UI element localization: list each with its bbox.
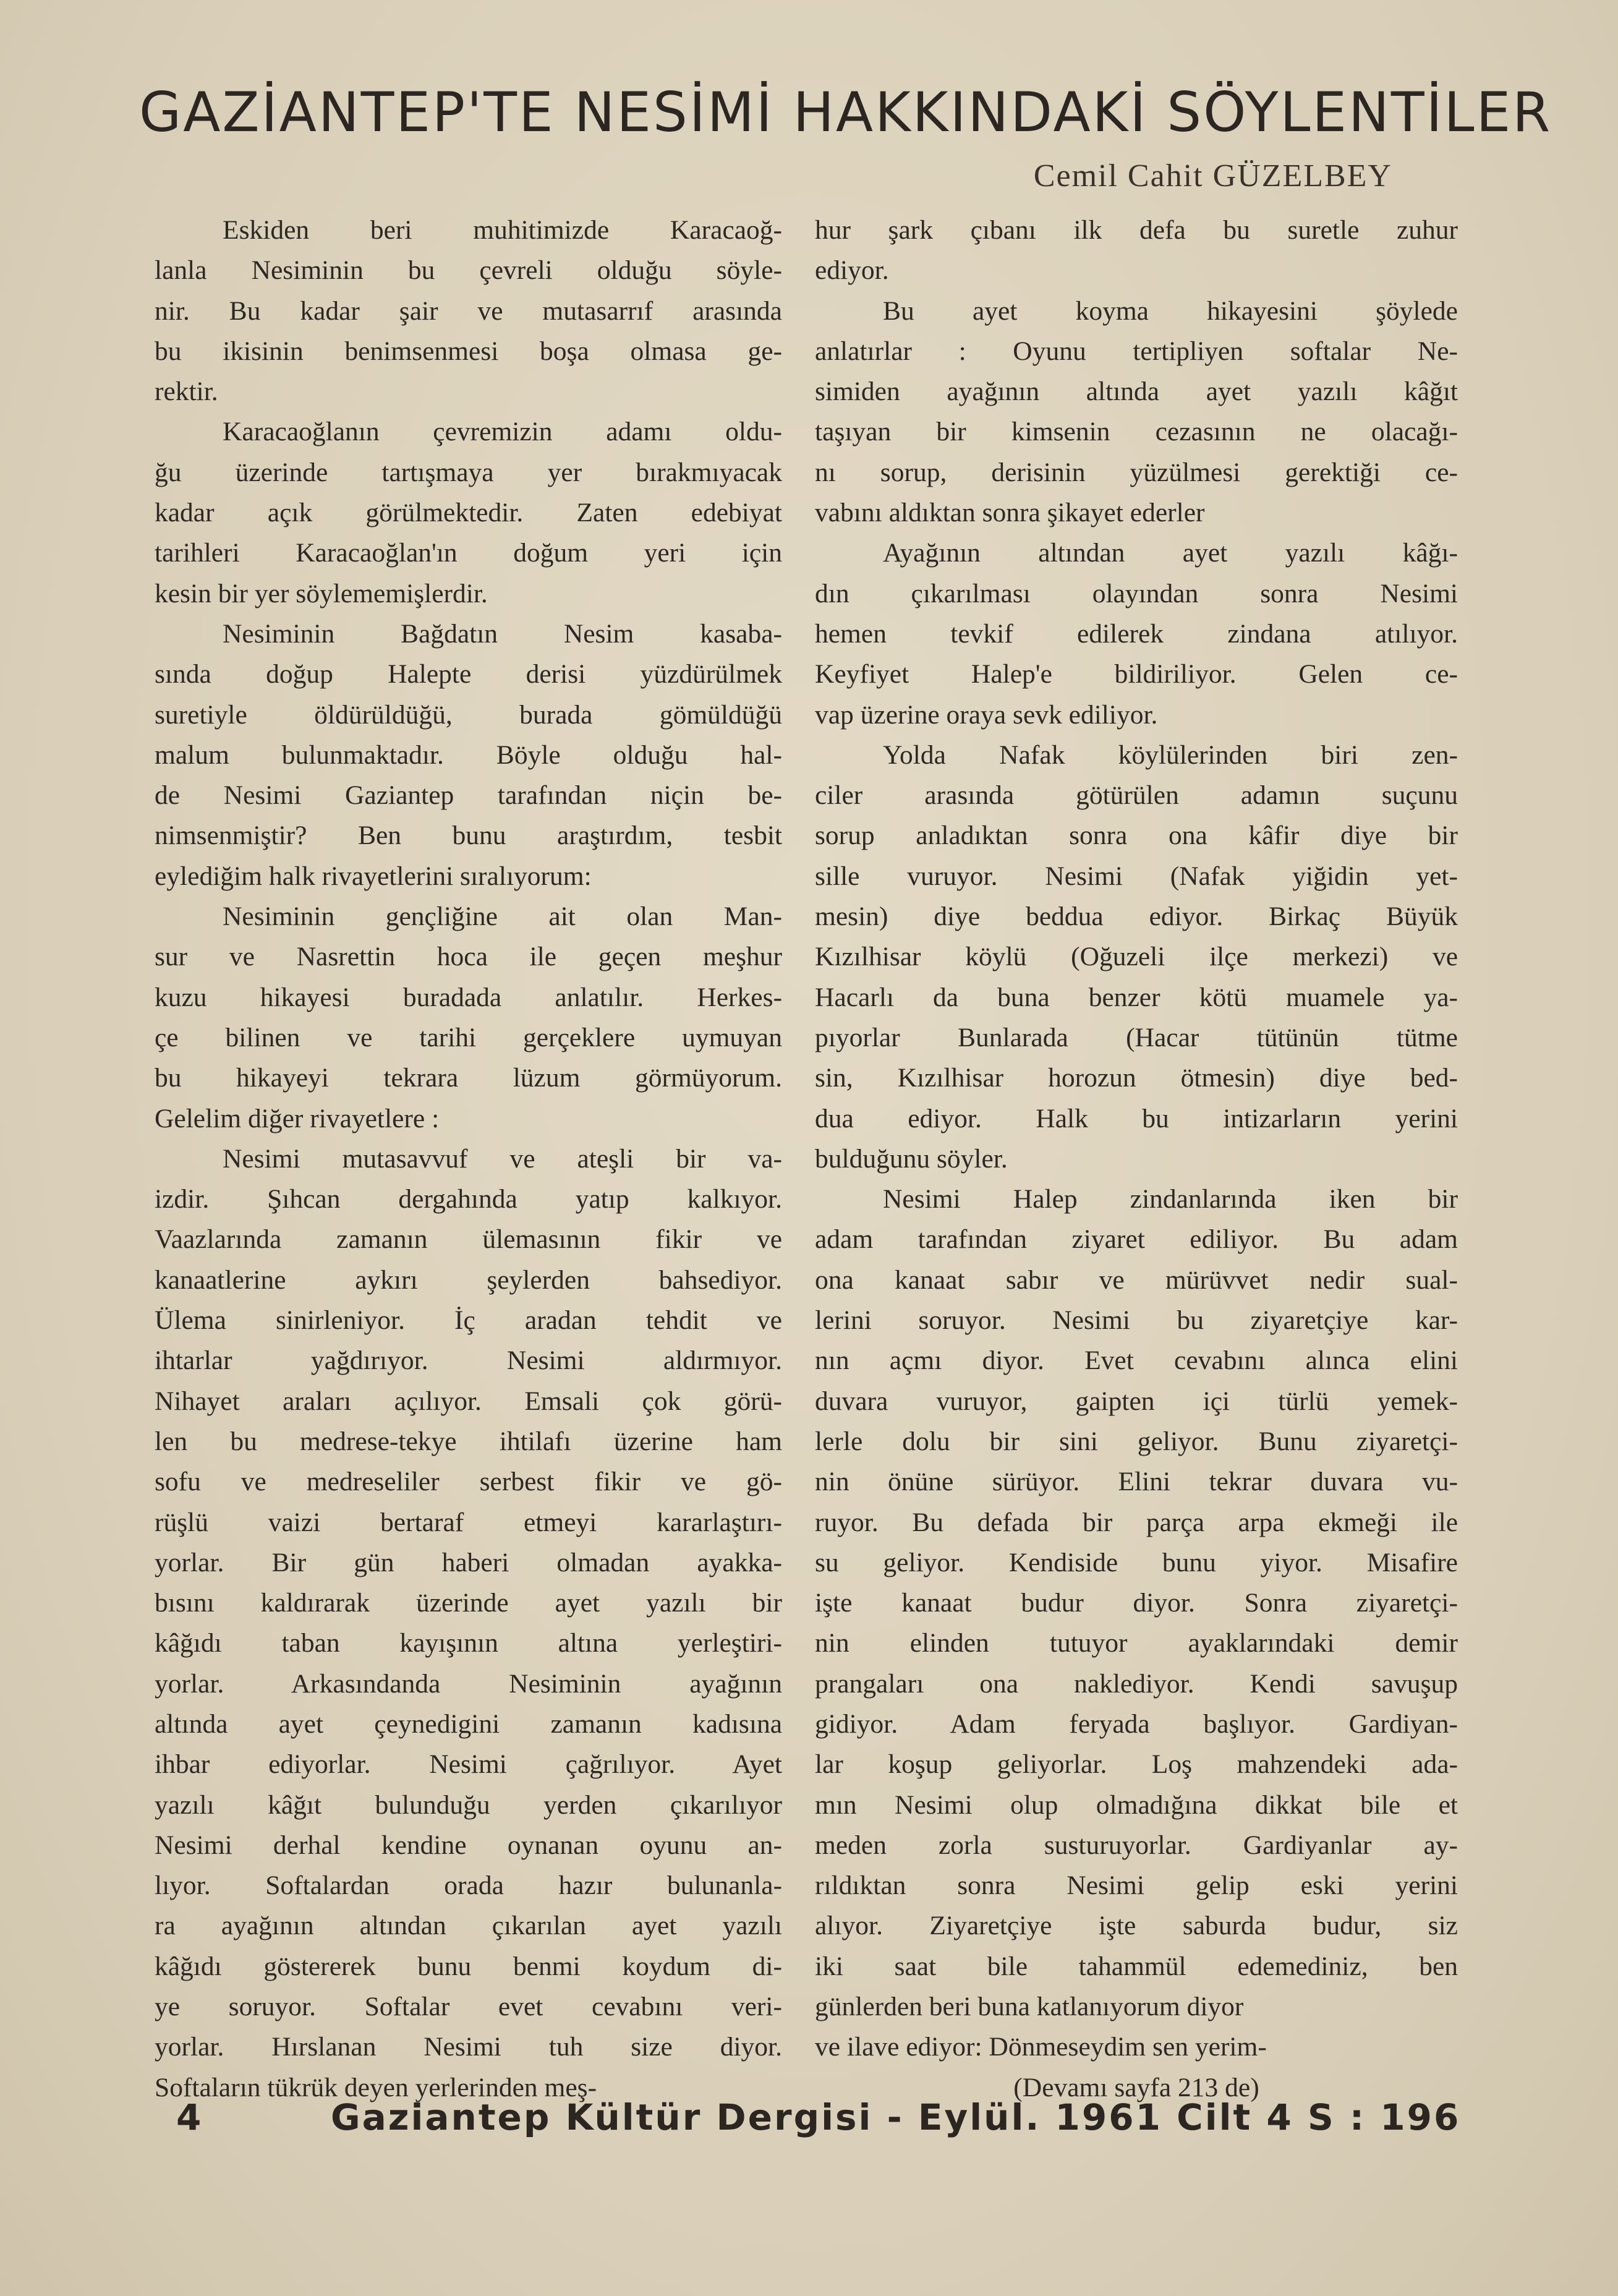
text-line: anlatırlar : Oyunu tertipliyen softalar Ne- [815,336,1458,366]
text-line: yorlar. Hırslanan Nesimi tuh size diyor. [155,2032,782,2062]
text-line: Nesiminin Bağdatın Nesim kasaba- [223,618,782,649]
footer-publication: Gaziantep Kültür Dergisi - Eylül. 1961 Cilt 4 S : 196 [331,2096,1461,2138]
text-line: meden zorla susturuyorlar. Gardiyanlar ay- [815,1830,1458,1860]
text-line: Vaazlarında zamanın ülemasının fikir ve [155,1224,782,1255]
text-line: prangaları ona naklediyor. Kendi savuşup [815,1668,1458,1699]
text-line: Nesimi Halep zindanlarında iken bir [883,1184,1458,1214]
text-line: ra ayağının altından çıkarılan ayet yazılı [155,1911,782,1941]
page-number: 4 [176,2096,202,2138]
text-line: nı sorup, derisinin yüzülmesi gerektiği ce- [815,457,1458,487]
text-line: hemen tevkif edilerek zindana atılıyor. [815,618,1458,649]
text-line: işte kanaat budur diyor. Sonra ziyaretçi- [815,1588,1458,1618]
text-line: gidiyor. Adam feryada başlıyor. Gardiyan- [815,1709,1458,1739]
right-column [815,210,1458,2108]
text-line: nir. Bu kadar şair ve mutasarrıf arasında [155,296,782,326]
text-line: yazılı kâğıt bulunduğu yerden çıkarılıyor [155,1790,782,1820]
text-line: tarihleri Karacaoğlan'ın doğum yeri için [155,538,782,568]
text-line: ğu üzerinde tartışmaya yer bırakmıyacak [155,457,782,487]
text-line: yorlar. Bir gün haberi olmadan ayakka- [155,1547,782,1577]
text-line: sille vuruyor. Nesimi (Nafak yiğidin yet- [815,861,1458,891]
text-line: Gelelim diğer rivayetlere : [155,1103,440,1133]
text-line: Keyfiyet Halep'e bildiriliyor. Gelen ce- [815,659,1458,689]
article-author: Cemil Cahit GÜZELBEY [1033,158,1392,194]
text-line: lerini soruyor. Nesimi bu ziyaretçiye kar- [815,1305,1458,1336]
text-line: kâğıdı taban kayışının altına yerleştiri- [155,1628,782,1658]
text-line: dın çıkarılması olayından sonra Nesimi [815,578,1458,608]
text-line: kadar açık görülmektedir. Zaten edebiyat [155,498,782,528]
text-line: izdir. Şıhcan dergahında yatıp kalkıyor. [155,1184,782,1214]
text-line: su geliyor. Kendiside bunu yiyor. Misafire [815,1547,1458,1577]
text-line: adam tarafından ziyaret ediliyor. Bu adam [815,1224,1458,1255]
text-line: rüşlü vaizi bertaraf etmeyi kararlaştırı- [155,1507,782,1537]
text-line: vabını aldıktan sonra şikayet ederler [815,498,1205,528]
text-line: altında ayet çeynedigini zamanın kadısına [155,1709,782,1739]
text-line: kesin bir yer söylememişlerdir. [155,578,488,608]
text-line: ihtarlar yağdırıyor. Nesimi aldırmıyor. [155,1346,782,1376]
text-line: yorlar. Arkasındanda Nesiminin ayağının [155,1668,782,1699]
text-line: eylediğim halk rivayetlerini sıralıyorum: [155,861,592,891]
text-line: duvara vuruyor, gaipten içi türlü yemek- [815,1386,1458,1416]
text-line: malum bulunmaktadır. Böyle olduğu hal- [155,740,782,770]
text-line: simiden ayağının altında ayet yazılı kâğıt [815,377,1458,407]
text-line: vap üzerine oraya sevk ediliyor. [815,699,1158,730]
text-line: ediyor. [815,255,889,286]
text-line: nin elinden tutuyor ayaklarındaki demir [815,1628,1458,1658]
text-line: ciler arasında götürülen adamın suçunu [815,780,1458,811]
text-line: Nihayet araları açılıyor. Emsali çok görü- [155,1386,782,1416]
text-line: lıyor. Softalardan orada hazır bulunanla- [155,1871,782,1901]
text-line: lar koşup geliyorlar. Loş mahzendeki ada- [815,1749,1458,1780]
text-line: lanla Nesiminin bu çevreli olduğu söyle- [155,255,782,286]
text-line: bu hikayeyi tekrara lüzum görmüyorum. [155,1063,782,1093]
text-line: Eskiden beri muhitimizde Karacaoğ- [223,215,782,245]
text-line: ruyor. Bu defada bir parça arpa ekmeği ile [815,1507,1458,1537]
text-line: Yolda Nafak köylülerinden biri zen- [883,740,1458,770]
text-line: Nesimi derhal kendine oynanan oyunu an- [155,1830,782,1860]
text-line: suretiyle öldürüldüğü, burada gömüldüğü [155,699,782,730]
text-line: taşıyan bir kimsenin cezasının ne olacağı- [815,417,1458,447]
text-line: lerle dolu bir sini geliyor. Bunu ziyaretçi- [815,1426,1458,1456]
text-line: de Nesimi Gaziantep tarafından niçin be- [155,780,782,811]
article-title: GAZİANTEP'TE NESİMİ HAKKINDAKİ SÖYLENTİLER [139,80,1552,144]
text-line: len bu medrese-tekye ihtilafı üzerine ham [155,1426,782,1456]
text-line: Nesiminin gençliğine ait olan Man- [223,902,782,932]
text-line: dua ediyor. Halk bu intizarların yerini [815,1103,1458,1133]
text-line: çe bilinen ve tarihi gerçeklere uymuyan [155,1022,782,1052]
text-line: sin, Kızılhisar horozun ötmesin) diye bed- [815,1063,1458,1093]
text-line: alıyor. Ziyaretçiye işte saburda budur, siz [815,1911,1458,1941]
text-line: sında doğup Halepte derisi yüzdürülmek [155,659,782,689]
text-line: iki saat bile tahammül edemediniz, ben [815,1951,1458,1981]
text-line: Hacarlı da buna benzer kötü muamele ya- [815,982,1458,1012]
text-line: Softaların tükrük deyen yerlerinden meş- [155,2072,597,2102]
text-line: rıldıktan sonra Nesimi gelip eski yerini [815,1871,1458,1901]
text-line: kâğıdı göstererek bunu benmi koydum di- [155,1951,782,1981]
text-line: bu ikisinin benimsenmesi boşa olmasa ge- [155,336,782,366]
text-line: ve ilave ediyor: Dönmeseydim sen yerim- [815,2032,1267,2062]
text-line: nın açmı diyor. Evet cevabını alınca elini [815,1346,1458,1376]
text-line: bulduğunu söyler. [815,1143,1008,1174]
text-line: mesin) diye beddua ediyor. Birkaç Büyük [815,902,1458,932]
text-line: Nesimi mutasavvuf ve ateşli bir va- [223,1143,782,1174]
text-line: kuzu hikayesi buradada anlatılır. Herkes- [155,982,782,1012]
text-line: pıyorlar Bunlarada (Hacar tütünün tütme [815,1022,1458,1052]
text-line: sur ve Nasrettin hoca ile geçen meşhur [155,942,782,972]
text-line: nin önüne sürüyor. Elini tekrar duvara vu- [815,1467,1458,1497]
text-line: Kızılhisar köylü (Oğuzeli ilçe merkezi) ve [815,942,1458,972]
text-line: sofu ve medreseliler serbest fikir ve gö- [155,1467,782,1497]
left-column [155,210,782,2108]
text-line: rektir. [155,377,218,407]
text-line: ona kanaat sabır ve mürüvvet nedir sual- [815,1265,1458,1295]
text-line: nimsenmiştir? Ben bunu araştırdım, tesbit [155,821,782,851]
text-line: mın Nesimi olup olmadığına dikkat bile et [815,1790,1458,1820]
page-footer [176,2096,1461,2152]
text-line: hur şark çıbanı ilk defa bu suretle zuhur [815,215,1458,245]
text-line: Ülema sinirleniyor. İç aradan tehdit ve [155,1305,782,1336]
text-line: sorup anladıktan sonra ona kâfir diye bir [815,821,1458,851]
text-line: bısını kaldırarak üzerinde ayet yazılı bir [155,1588,782,1618]
text-line: günlerden beri buna katlanıyorum diyor [815,1992,1244,2022]
text-line: (Devamı sayfa 213 de) [1013,2072,1259,2102]
text-line: ye soruyor. Softalar evet cevabını veri- [155,1992,782,2022]
text-line: Karacaoğlanın çevremizin adamı oldu- [223,417,782,447]
text-line: ihbar ediyorlar. Nesimi çağrılıyor. Ayet [155,1749,782,1780]
text-line: kanaatlerine aykırı şeylerden bahsediyor. [155,1265,782,1295]
text-line: Ayağının altından ayet yazılı kâğı- [883,538,1458,568]
text-line: Bu ayet koyma hikayesini şöylede [883,296,1458,326]
